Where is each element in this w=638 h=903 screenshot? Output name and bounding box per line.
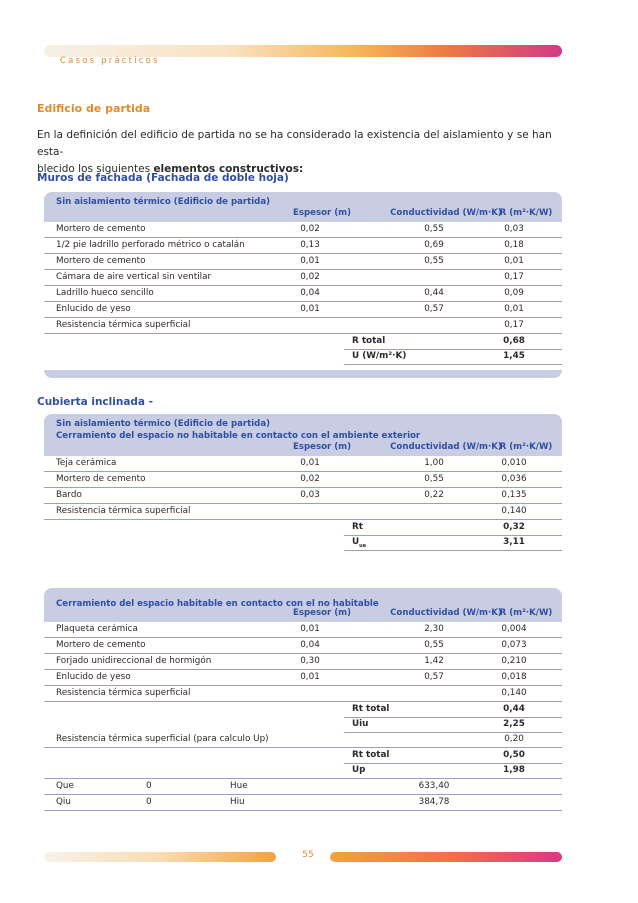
cerramiento-rtotal-label: Rt total <box>352 704 390 714</box>
cerramiento-rsup-label: Resistencia térmica superficial (para calculo Up) <box>56 734 269 744</box>
table-row <box>44 254 562 270</box>
colhdr-conductividad: Conductividad (W/m·K) <box>390 442 502 452</box>
page-number: 55 <box>302 850 314 860</box>
colhdr-espesor: Espesor (m) <box>292 208 352 218</box>
row-r: 0,036 <box>501 474 527 484</box>
row-r: 0,01 <box>504 256 524 266</box>
table-row <box>44 222 562 238</box>
cerramiento-rtotal-value: 0,44 <box>503 704 525 714</box>
row-espesor: 0,01 <box>300 624 320 634</box>
table-row <box>44 654 562 670</box>
row-label: Resistencia térmica superficial <box>56 506 191 516</box>
row-r: 0,17 <box>504 272 524 282</box>
cubierta-head1: Sin aislamiento térmico (Edificio de partida) <box>56 419 271 429</box>
row-espesor: 0,04 <box>300 288 320 298</box>
row-r: 0,09 <box>504 288 524 298</box>
table-row <box>44 456 562 472</box>
row-label: Cámara de aire vertical sin ventilar <box>56 272 212 282</box>
row-conductividad: 0,57 <box>424 304 444 314</box>
cubierta-rt-label: Rt <box>352 522 363 532</box>
muros-rtotal-label: R total <box>352 336 386 346</box>
row-conductividad: 0,22 <box>424 490 444 500</box>
row-espesor: 0,04 <box>300 640 320 650</box>
row-label: Resistencia térmica superficial <box>56 320 191 330</box>
table-row <box>44 638 562 654</box>
row-label: Bardo <box>56 490 82 500</box>
row-conductividad: 1,00 <box>424 458 444 468</box>
row-espesor: 0,30 <box>300 656 320 666</box>
hiu-label: Hiu <box>230 797 245 807</box>
muros-rtotal-row <box>44 334 562 349</box>
cerramiento-uiu-value: 2,25 <box>503 719 525 729</box>
table-row <box>44 488 562 504</box>
row-r: 0,004 <box>501 624 527 634</box>
muros-table-footer <box>44 370 562 378</box>
intro-text-a: En la definición del edificio de partida no se ha considerado la existencia del aislamiento y se han esta- <box>37 129 552 158</box>
cerramiento-head: Cerramiento del espacio habitable en contacto con el no habitable <box>56 599 379 609</box>
row-espesor: 0,02 <box>300 272 320 282</box>
row-label: Teja cerámica <box>56 458 117 468</box>
row-espesor: 0,02 <box>300 224 320 234</box>
colhdr-r: R (m²·K/W) <box>499 208 553 218</box>
hue-value: 633,40 <box>418 781 450 791</box>
intro-paragraph <box>37 127 562 178</box>
cerramiento-rtotal2-value: 0,50 <box>503 750 525 760</box>
muros-u-value: 1,45 <box>503 351 525 361</box>
cubierta-head2: Cerramiento del espacio no habitable en contacto con el ambiente exterior <box>56 431 421 441</box>
row-conductividad: 0,55 <box>424 640 444 650</box>
hue-label: Hue <box>230 781 248 791</box>
row-label: Enlucido de yeso <box>56 672 131 682</box>
row-conductividad: 0,55 <box>424 256 444 266</box>
row-conductividad: 0,69 <box>424 240 444 250</box>
cubierta-title-text: Cubierta inclinada <box>37 396 146 408</box>
footer-gradient-left <box>44 852 276 862</box>
cerramiento-table <box>44 588 562 811</box>
colhdr-conductividad: Conductividad (W/m·K) <box>390 208 502 218</box>
row-espesor: 0,02 <box>300 474 320 484</box>
row-label: Plaqueta cerámica <box>56 624 138 634</box>
row-r: 0,140 <box>501 688 527 698</box>
colhdr-conductividad: Conductividad (W/m·K) <box>390 608 502 618</box>
row-conductividad: 0,55 <box>424 224 444 234</box>
cerramiento-rtotal2-label: Rt total <box>352 750 390 760</box>
row-r: 0,18 <box>504 240 524 250</box>
row-espesor: 0,01 <box>300 304 320 314</box>
cubierta-table <box>44 414 562 550</box>
cerramiento-up-row <box>44 763 562 779</box>
row-espesor: 0,01 <box>300 458 320 468</box>
muros-title: Muros de fachada (Fachada de doble hoja) <box>37 172 289 184</box>
muros-table-header <box>44 192 562 222</box>
table-row <box>44 686 562 702</box>
colhdr-r: R (m²·K/W) <box>499 608 553 618</box>
table-row <box>44 286 562 302</box>
qiu-label: Qiu <box>56 797 71 807</box>
row-label: Mortero de cemento <box>56 474 146 484</box>
row-espesor: 0,13 <box>300 240 320 250</box>
muros-u-label: U (W/m²·K) <box>352 351 407 361</box>
colhdr-r: R (m²·K/W) <box>499 442 553 452</box>
cubierta-rt-row <box>44 520 562 535</box>
muros-colheaders <box>56 208 554 222</box>
row-label: Mortero de cemento <box>56 640 146 650</box>
row-r: 0,073 <box>501 640 527 650</box>
cerramiento-rtotal-row <box>44 702 562 717</box>
intro-title: Edificio de partida <box>37 102 151 115</box>
row-r: 0,17 <box>504 320 524 330</box>
table-row <box>44 318 562 334</box>
cubierta-colheaders <box>56 442 554 456</box>
table-row <box>44 670 562 686</box>
muros-u-row <box>44 349 562 364</box>
cerramiento-up-label: Up <box>352 765 366 775</box>
cerramiento-colheaders <box>56 608 554 622</box>
row-label: Resistencia térmica superficial <box>56 688 191 698</box>
cerramiento-uiu-row <box>44 717 562 732</box>
row-conductividad: 0,55 <box>424 474 444 484</box>
intro-text-b: blecido los siguientes <box>37 163 154 175</box>
row-conductividad: 0,44 <box>424 288 444 298</box>
cerramiento-rsup-value: 0,20 <box>504 734 524 744</box>
row-espesor: 0,03 <box>300 490 320 500</box>
hiu-value: 384,78 <box>418 797 450 807</box>
que-label: Que <box>56 781 74 791</box>
cerramiento-que-row <box>44 779 562 795</box>
row-label: Forjado unidireccional de hormigón <box>56 656 212 666</box>
row-label: Enlucido de yeso <box>56 304 131 314</box>
cubierta-table-header <box>44 414 562 456</box>
row-espesor: 0,01 <box>300 672 320 682</box>
row-r: 0,210 <box>501 656 527 666</box>
row-label: 1/2 pie ladrillo perforado métrico o catalán <box>56 240 245 250</box>
cerramiento-up-value: 1,98 <box>503 765 525 775</box>
table-row <box>44 238 562 254</box>
cubierta-title <box>37 396 153 408</box>
table-row <box>44 270 562 286</box>
muros-head-text: Sin aislamiento térmico (Edificio de partida) <box>56 197 271 207</box>
row-r: 0,135 <box>501 490 527 500</box>
cubierta-ue-value: 3,11 <box>503 537 525 547</box>
row-r: 0,140 <box>501 506 527 516</box>
cubierta-rt-value: 0,32 <box>503 522 525 532</box>
cerramiento-uiu-label: Uiu <box>352 719 369 729</box>
row-r: 0,03 <box>504 224 524 234</box>
table-row <box>44 472 562 488</box>
cubierta-title-suffix: - <box>145 396 154 408</box>
qiu-value: 0 <box>146 797 152 807</box>
table-row <box>44 504 562 520</box>
intro-text-bold: elementos constructivos: <box>153 163 304 175</box>
table-row <box>44 302 562 318</box>
que-value: 0 <box>146 781 152 791</box>
row-conductividad: 2,30 <box>424 624 444 634</box>
row-conductividad: 1,42 <box>424 656 444 666</box>
cubierta-ue-sub: ue <box>359 542 367 549</box>
row-r: 0,018 <box>501 672 527 682</box>
row-label: Ladrillo hueco sencillo <box>56 288 154 298</box>
row-label: Mortero de cemento <box>56 224 146 234</box>
muros-rtotal-value: 0,68 <box>503 336 525 346</box>
cerramiento-rsup-row <box>44 732 562 748</box>
section-header: Casos prácticos <box>60 56 160 66</box>
row-r: 0,010 <box>501 458 527 468</box>
table-row <box>44 622 562 638</box>
row-espesor: 0,01 <box>300 256 320 266</box>
row-label: Mortero de cemento <box>56 256 146 266</box>
footer-gradient-right <box>330 852 562 862</box>
colhdr-espesor: Espesor (m) <box>292 442 352 452</box>
row-conductividad: 0,57 <box>424 672 444 682</box>
colhdr-espesor: Espesor (m) <box>292 608 352 618</box>
cerramiento-qiu-row <box>44 795 562 811</box>
cubierta-ue-row <box>44 535 562 550</box>
row-r: 0,01 <box>504 304 524 314</box>
cubierta-ue-label: U <box>352 537 360 547</box>
cerramiento-table-header <box>44 588 562 622</box>
cerramiento-rtotal2-row <box>44 748 562 763</box>
muros-table <box>44 192 562 378</box>
